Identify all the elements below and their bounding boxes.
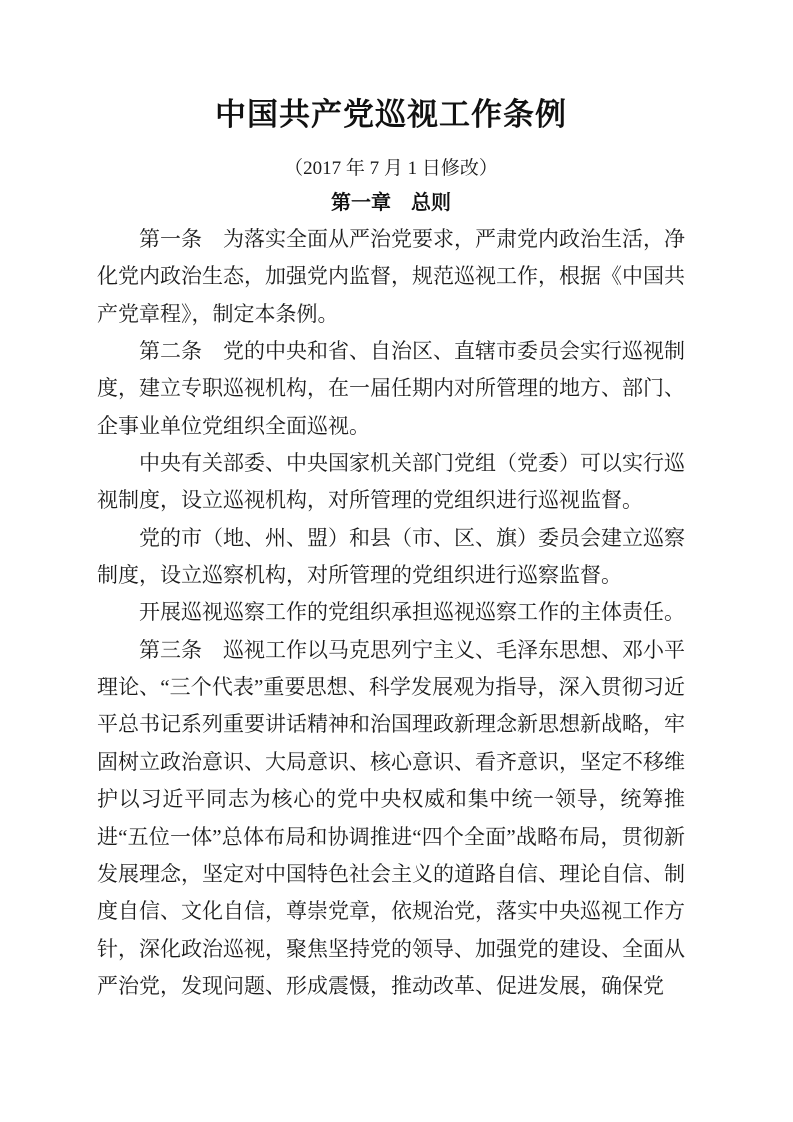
body-paragraph-article-2-clause-4: 开展巡视巡察工作的党组织承担巡视巡察工作的主体责任。: [139, 600, 685, 625]
chapter-heading: [97, 189, 685, 217]
document-title: 中国共产党巡视工作条例: [215, 97, 567, 132]
document-content: [97, 95, 685, 1005]
body-paragraph-article-2: 第二条 党的中央和省、自治区、直辖市委员会实行巡视制度，建立专职巡视机构，在一届任期内对所管理的地方、部门、企事业单位党组织全面巡视。: [97, 339, 685, 438]
chapter-number: 第一章: [331, 192, 391, 214]
body-paragraph-article-2-clause-3: 党的市（地、州、盟）和县（市、区、旗）委员会建立巡察制度，设立巡察机构，对所管理的党组织进行巡察监督。: [97, 525, 685, 588]
body-paragraph-article-2-clause-2: 中央有关部委、中央国家机关部门党组（党委）可以实行巡视制度，设立巡视机构，对所管理的党组织进行巡视监督。: [97, 451, 685, 513]
revision-note: （2017 年 7 月 1 日修改）: [284, 158, 498, 179]
body-paragraph-article-1: 第一条 为落实全面从严治党要求，严肃党内政治生活，净化党内政治生态，加强党内监督，规范巡视工作，根据《中国共产党章程》，制定本条例。: [97, 227, 685, 326]
body-text: [97, 221, 685, 1005]
chapter-title: 总则: [411, 192, 451, 214]
body-paragraph-article-3: 第三条 巡视工作以马克思列宁主义、毛泽东思想、邓小平理论、“三个代表”重要思想、科学发展观为指导，深入贯彻习近平总书记系列重要讲话精神和治国理政新理念新思想新战略，牢固树立政治意识、大局意识、核心意识、看齐意识，坚定不移维护以习近平同志为核心的党中央权威和集中统一领导，统筹推进“五位一体”总体布局和协调推进“四个全面”战略布局，贯彻新发展理念，坚定对中国特色社会主义的道路自信、理论自信、制度自信、文化自信，尊崇党章，依规治党，落实中央巡视工作方针，深化政治巡视，聚焦坚持党的领导、加强党的建设、全面从严治党，发现问题、形成震慑，推动改革、促进发展，确保党: [97, 637, 685, 998]
